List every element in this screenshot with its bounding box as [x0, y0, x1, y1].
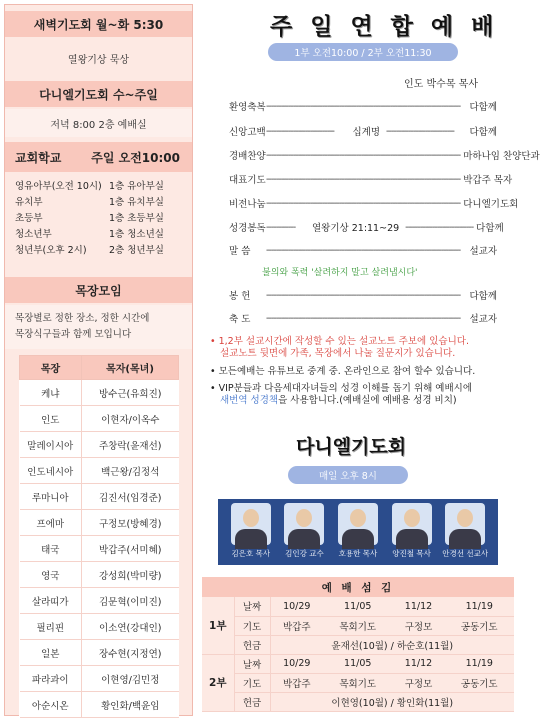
speaker-card — [440, 503, 490, 565]
mokjang-table-header — [20, 356, 179, 380]
prayer-cell: 구정모 — [392, 673, 444, 692]
school-dept: 유치부 — [15, 197, 43, 208]
mokjang-leader: 주창락(윤재선) — [82, 432, 179, 458]
bible-highlight: 새번역 성경책 — [220, 395, 279, 406]
daniel-prayer-heading: 다니엘기도회 — [296, 436, 407, 458]
order-item — [229, 220, 504, 234]
order-end: 박갑주 목자 — [463, 175, 513, 186]
order-end: 마하나임 찬양단과 — [463, 151, 540, 162]
leader-dashes: ------------ — [266, 221, 296, 233]
order-label: 신앙고백 — [229, 127, 266, 138]
leader-dashes: -------------------------------------------------------------------------------- — [266, 312, 461, 324]
row-label: 기도 — [234, 673, 270, 692]
mokjang-leader: 이현자/이옥수 — [82, 406, 179, 432]
table-row — [20, 614, 179, 640]
leader-dashes: -------------------------------------------------------------------------------- — [266, 173, 461, 185]
leader-dashes: -------------------------------------------------------------------------------- — [266, 289, 461, 301]
date-cell: 10/29 — [270, 597, 323, 616]
order-item — [229, 311, 497, 325]
mokjang-name: 필리핀 — [20, 614, 82, 640]
table-row — [20, 510, 179, 536]
school-row — [5, 209, 192, 225]
service-title: 주 일 연 합 예 배 — [270, 14, 499, 40]
note-line: 을 사용합니다.(예배실에 예배용 성경 비치) — [278, 395, 457, 406]
left-info-panel — [4, 4, 193, 716]
mokjang-name: 파라과이 — [20, 666, 82, 692]
leader-dashes: ---------------------------- — [405, 221, 474, 233]
order-label: 비전나눔 — [229, 199, 266, 210]
table-row — [20, 458, 179, 484]
prayer-cell: 목회기도 — [323, 616, 392, 635]
row-label: 날짜 — [234, 597, 270, 616]
date-cell: 11/12 — [392, 597, 444, 616]
row-label: 기도 — [234, 616, 270, 635]
serving-table — [202, 597, 514, 712]
mokjang-leader: 방수근(유희진) — [82, 380, 179, 406]
table-row — [20, 536, 179, 562]
offering-cell: 이현영(10월) / 황인화(11월) — [270, 692, 514, 711]
mokjang-leader: 박갑주(서미혜) — [82, 536, 179, 562]
mokjang-name: 태국 — [20, 536, 82, 562]
table-row — [20, 432, 179, 458]
mokjang-name: 영국 — [20, 562, 82, 588]
order-label: 축 도 — [229, 314, 251, 325]
school-row — [5, 225, 192, 241]
date-cell: 11/19 — [445, 654, 514, 673]
leader-dashes: -------------------------------------------------------------------------------- — [266, 244, 461, 256]
school-dept: 영유아부(오전 10시) — [15, 181, 102, 192]
table-row — [20, 562, 179, 588]
table-row — [202, 635, 514, 654]
order-end: 다함께 — [469, 102, 497, 113]
serving-schedule — [202, 577, 514, 712]
note-line: • 1,2부 설교시간에 작성할 수 있는 설교노트 주보에 있습니다. — [210, 336, 469, 347]
part-label: 1부 — [202, 597, 234, 654]
sermon-quote: 불의와 폭력 '살려하지 말고 살려냅시다' — [262, 268, 418, 278]
table-row — [20, 380, 179, 406]
table-row — [20, 406, 179, 432]
dawn-prayer-title: 새벽기도회 월~화 5:30 — [5, 11, 192, 37]
order-mid: 십계명 — [352, 127, 380, 138]
church-school-title: 교회학교 — [15, 150, 62, 165]
speaker-name: 김인강 교수 — [285, 549, 324, 558]
table-row — [202, 692, 514, 711]
speaker-name: 안경선 선교사 — [442, 549, 489, 558]
church-school-time: 주일 오전10:00 — [91, 150, 180, 165]
school-place: 1층 유치부실 — [109, 197, 164, 208]
note-line: • VIP분들과 다음세대자녀들의 성경 이해를 돕기 위해 예배시에 — [210, 383, 473, 394]
order-item — [229, 172, 513, 186]
note-bible — [210, 383, 510, 407]
prayer-cell: 공동기도 — [445, 673, 514, 692]
school-place: 1층 초등부실 — [109, 213, 164, 224]
mokjang-name: 인도 — [20, 406, 82, 432]
mokjang-name: 인도네시아 — [20, 458, 82, 484]
mokjang-desc-line: 목장별로 정한 장소, 정한 시간에 — [15, 313, 150, 324]
order-end: 설교자 — [469, 314, 497, 325]
school-dept: 청년부(오후 2시) — [15, 245, 87, 256]
order-end: 설교자 — [469, 246, 497, 257]
row-label: 헌금 — [234, 692, 270, 711]
leader-dashes: ---------------------------- — [266, 125, 334, 137]
mokjang-title: 목장모임 — [5, 277, 192, 303]
speaker-name: 호용한 목사 — [338, 549, 378, 558]
table-row — [20, 666, 179, 692]
leader-dashes: -------------------------------------------------------------------------------- — [266, 100, 461, 112]
offering-cell: 윤재선(10월) / 하순호(11월) — [270, 635, 514, 654]
order-end: 다함께 — [476, 223, 504, 234]
speaker-banner — [218, 499, 498, 565]
order-mid: 열왕기상 21:11~29 — [312, 223, 400, 234]
mokjang-name: 일본 — [20, 640, 82, 666]
school-row — [5, 193, 192, 209]
mokjang-leader: 황인화/백윤임 — [82, 692, 179, 718]
speaker-card — [279, 503, 329, 565]
mokjang-table — [19, 355, 179, 718]
church-school-list — [5, 177, 192, 257]
table-row — [202, 673, 514, 692]
school-place: 1층 청소년실 — [109, 229, 164, 240]
order-label: 경배찬양 — [229, 151, 266, 162]
speaker-card — [333, 503, 383, 565]
column-header-leader: 목자(목녀) — [82, 356, 179, 380]
mokjang-name: 아순시온 — [20, 692, 82, 718]
speaker-card — [226, 503, 276, 565]
prayer-cell: 박갑주 — [270, 616, 323, 635]
leader-dashes: -------------------------------------------------------------------------------- — [266, 197, 461, 209]
order-label: 말 씀 — [229, 246, 251, 257]
mokjang-leader: 강성희(박미량) — [82, 562, 179, 588]
mokjang-leader: 구정모(방혜경) — [82, 510, 179, 536]
school-place: 2층 청년부실 — [109, 245, 164, 256]
table-row — [20, 588, 179, 614]
order-label: 성경봉독 — [229, 223, 266, 234]
mokjang-name: 살라띠가 — [20, 588, 82, 614]
speaker-photo — [284, 503, 324, 545]
dawn-prayer-body: 열왕기상 묵상 — [67, 54, 130, 66]
school-dept: 초등부 — [15, 213, 43, 224]
part-label: 2부 — [202, 654, 234, 711]
order-item — [229, 196, 519, 210]
mokjang-leader: 장수현(지정연) — [82, 640, 179, 666]
order-end: 다함께 — [469, 127, 497, 138]
mokjang-leader: 이소연(강대인) — [82, 614, 179, 640]
date-cell: 10/29 — [270, 654, 323, 673]
order-label: 환영축복 — [229, 102, 266, 113]
daniel-prayer-body: 저녁 8:00 2층 예배실 — [5, 109, 192, 137]
table-row — [20, 692, 179, 718]
mokjang-leader: 김문혁(이미진) — [82, 588, 179, 614]
note-sermon-notes — [210, 336, 510, 360]
note-line: 설교노트 뒷면에 가족, 목장에서 나눌 질문지가 있습니다. — [220, 348, 456, 359]
order-item — [229, 99, 497, 113]
leader-dashes: -------------------------------------------------------------------------------- — [266, 149, 461, 161]
prayer-cell: 목회기도 — [323, 673, 392, 692]
order-label: 봉 헌 — [229, 291, 251, 302]
row-label: 헌금 — [234, 635, 270, 654]
school-place: 1층 유아부실 — [109, 181, 164, 192]
speaker-photo — [231, 503, 271, 545]
speaker-name: 김은호 목사 — [231, 549, 271, 558]
table-row — [202, 597, 514, 616]
order-item — [229, 243, 497, 257]
speaker-card — [387, 503, 437, 565]
table-row — [20, 640, 179, 666]
table-row — [20, 484, 179, 510]
speaker-photo — [445, 503, 485, 545]
mokjang-leader: 김진서(임경준) — [82, 484, 179, 510]
school-dept: 청소년부 — [15, 229, 52, 240]
mokjang-name: 루마니아 — [20, 484, 82, 510]
serving-title: 예 배 섬 김 — [202, 577, 514, 597]
row-label: 날짜 — [234, 654, 270, 673]
table-row — [202, 616, 514, 635]
date-cell: 11/05 — [323, 597, 392, 616]
date-cell: 11/05 — [323, 654, 392, 673]
column-header-mokjang: 목장 — [20, 356, 82, 380]
mokjang-leader: 이현영/김민정 — [82, 666, 179, 692]
speaker-name: 양진철 목사 — [392, 549, 431, 558]
presiding-pastor: 인도 박수목 목사 — [404, 79, 478, 90]
note-youtube: • 모든예배는 유튜브로 중계 중. 온라인으로 참여 할수 있습니다. — [210, 366, 476, 377]
school-row — [5, 241, 192, 257]
prayer-cell: 박갑주 — [270, 673, 323, 692]
order-item — [229, 148, 540, 162]
church-school-header — [5, 142, 192, 172]
order-item — [229, 288, 497, 302]
service-time-pill: 1부 오전10:00 / 2부 오전11:30 — [268, 43, 458, 61]
mokjang-name: 프에마 — [20, 510, 82, 536]
date-cell: 11/12 — [392, 654, 444, 673]
school-row — [5, 177, 192, 193]
mokjang-name: 말레이시아 — [20, 432, 82, 458]
mokjang-desc-line: 목장식구들과 함께 모입니다 — [15, 329, 132, 340]
order-end: 다니엘기도회 — [463, 199, 519, 210]
order-label: 대표기도 — [229, 175, 266, 186]
order-item — [229, 124, 497, 138]
daniel-time-pill: 매일 오후 8시 — [288, 466, 408, 484]
table-row — [202, 654, 514, 673]
speaker-photo — [338, 503, 378, 545]
date-cell: 11/19 — [445, 597, 514, 616]
mokjang-description — [5, 305, 192, 349]
prayer-cell: 구정모 — [392, 616, 444, 635]
speaker-photo — [392, 503, 432, 545]
prayer-cell: 공동기도 — [445, 616, 514, 635]
mokjang-leader: 백근왕/김정석 — [82, 458, 179, 484]
daniel-prayer-title: 다니엘기도회 수~주일 — [5, 81, 192, 107]
order-end: 다함께 — [469, 291, 497, 302]
mokjang-name: 케냐 — [20, 380, 82, 406]
leader-dashes: ---------------------------- — [386, 125, 454, 137]
